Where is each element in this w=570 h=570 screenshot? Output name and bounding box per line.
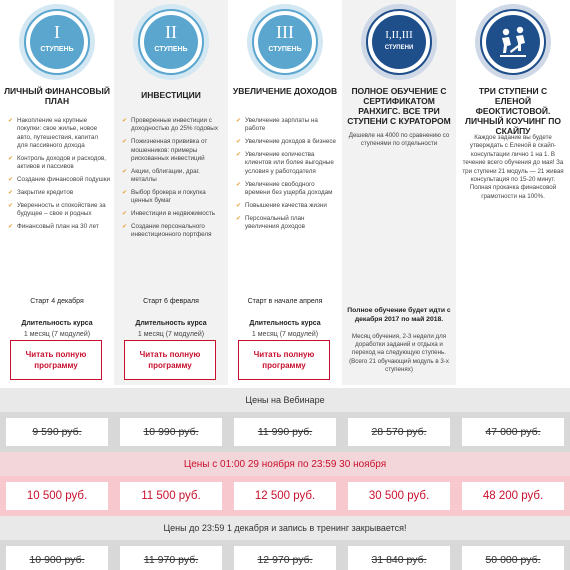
feature-list xyxy=(122,117,224,244)
feature-item: ✔ Создание персонального инвестиционного портфеля xyxy=(122,223,224,240)
step-badge-3 xyxy=(247,4,323,80)
read-program-button[interactable]: Читать полную программу xyxy=(124,340,216,380)
feature-list xyxy=(8,117,110,236)
current-price: 11 500 руб. xyxy=(120,482,222,510)
start-date: Старт 4 декабря xyxy=(30,298,84,305)
duration-label: Длительность курса xyxy=(135,320,207,327)
badge-numeral: III xyxy=(276,22,294,42)
feature-item: ✔ Персональный план увеличения доходов xyxy=(236,215,338,232)
old-price: 11 990 руб. xyxy=(234,418,336,446)
start-date: Старт 6 февраля xyxy=(143,298,199,305)
badge-step-label: СТУПЕНЬ xyxy=(154,46,188,53)
current-price: 10 500 руб. xyxy=(6,482,108,510)
future-price: 31 840 руб. xyxy=(348,546,450,570)
promo-prices-row xyxy=(0,476,570,516)
closing-prices-row xyxy=(0,540,570,570)
plan-column-2 xyxy=(114,0,228,385)
duration-label: Длительность курса xyxy=(249,320,321,327)
old-price: 28 570 руб. xyxy=(348,418,450,446)
feature-item: ✔ Накопление на крупные покупки: свое жилье, новое авто, путешествия, капитал для пассивного дохода xyxy=(8,117,110,151)
feature-item: ✔ Проверенные инвестиции с доходностью до 25% годовых xyxy=(122,117,224,134)
steps-badge-all xyxy=(361,4,437,80)
feature-item: ✔ Акции, облигации, драг. металлы xyxy=(122,168,224,185)
current-price: 12 500 руб. xyxy=(234,482,336,510)
old-price: 10 990 руб. xyxy=(120,418,222,446)
plan-note: Месяц обучения, 2-3 недели для доработки заданий и отдыха и переход на следующую ступень. (Всего 21 обучающий модуль в 3-х ступенях) xyxy=(349,333,449,373)
duration-value: 1 месяц (7 модулей) xyxy=(251,331,319,338)
feature-list xyxy=(236,117,338,236)
plan-title: ТРИ СТУПЕНИ С ЕЛЕНОЙ ФЕОКТИСТОВОЙ. ЛИЧНЫЙ КОУЧИНГ ПО СКАЙПУ xyxy=(465,86,561,136)
feature-item: ✔ Создание финансовой подушки xyxy=(8,176,110,184)
badge-step-label: СТУПЕНИ xyxy=(384,45,414,51)
plan-title: ИНВЕСТИЦИИ xyxy=(141,90,201,100)
feature-item: ✔ Увеличение зарплаты на работе xyxy=(236,117,338,134)
badge-numeral: II xyxy=(165,22,177,42)
old-price: 9 590 руб. xyxy=(6,418,108,446)
closing-prices-heading: Цены до 23:59 1 декабря и запись в тренинг закрывается! xyxy=(0,516,570,540)
plan-title: ЛИЧНЫЙ ФИНАНСОВЫЙ ПЛАН xyxy=(4,86,110,106)
step-badge-1 xyxy=(19,4,95,80)
plan-column-5 xyxy=(456,0,570,385)
step-badge-2 xyxy=(133,4,209,80)
read-program-button[interactable]: Читать полную программу xyxy=(238,340,330,380)
promo-prices-heading: Цены с 01:00 29 ноября по 23:59 30 ноября xyxy=(0,452,570,476)
feature-item: ✔ Увеличение количества клиентов или более выгодные условия у работодателя xyxy=(236,151,338,176)
feature-item: ✔ Повышение качества жизни xyxy=(236,202,338,210)
plan-column-1 xyxy=(0,0,114,385)
webinar-prices-row xyxy=(0,412,570,452)
current-price: 30 500 руб. xyxy=(348,482,450,510)
feature-item: ✔ Финансовый план на 30 лет xyxy=(8,223,110,231)
coaching-badge xyxy=(475,4,551,80)
feature-item: ✔ Увеличение доходов в бизнесе xyxy=(236,138,338,146)
future-price: 12 970 руб. xyxy=(234,546,336,570)
badge-step-label: СТУПЕНЬ xyxy=(268,46,302,53)
read-program-button[interactable]: Читать полную программу xyxy=(10,340,102,380)
feature-item: ✔ Увеличение свободного времени без ущерба доходам xyxy=(236,181,338,198)
coaching-people-icon xyxy=(496,23,530,61)
plan-description: Дешевле на 4000 по сравнению со ступенями по отдельности xyxy=(348,132,450,148)
plan-title: УВЕЛИЧЕНИЕ ДОХОДОВ xyxy=(232,86,338,96)
price-table xyxy=(0,388,570,570)
plan-title: ПОЛНОЕ ОБУЧЕНИЕ С СЕРТИФИКАТОМ РАНХИГС. ВСЕ ТРИ СТУПЕНИ С КУРАТОРОМ xyxy=(347,86,451,126)
feature-item: ✔ Контроль доходов и расходов, активов и пассивов xyxy=(8,155,110,172)
old-price: 47 000 руб. xyxy=(462,418,564,446)
plan-note-bold: Полное обучение будет идти с декабря 2017 по май 2018. xyxy=(347,307,451,323)
duration-value: 1 месяц (7 модулей) xyxy=(137,331,205,338)
feature-item: ✔ Инвестиции в недвижимость xyxy=(122,210,224,218)
plan-column-3 xyxy=(228,0,342,385)
feature-item: ✔ Уверенность и спокойствие за будущее – свое и родных xyxy=(8,202,110,219)
future-price: 50 000 руб. xyxy=(462,546,564,570)
badge-step-label: СТУПЕНЬ xyxy=(40,46,74,53)
current-price: 48 200 руб. xyxy=(462,482,564,510)
plan-column-4 xyxy=(342,0,456,385)
future-price: 11 970 руб. xyxy=(120,546,222,570)
feature-item: ✔ Закрытие кредитов xyxy=(8,189,110,197)
duration-label: Длительность курса xyxy=(21,320,93,327)
feature-item: ✔ Пожизненная прививка от мошенников: примеры рискованных инвестиций xyxy=(122,138,224,163)
webinar-prices-heading: Цены на Вебинаре xyxy=(0,388,570,412)
badge-numeral: I,II,III xyxy=(385,29,413,41)
duration-value: 1 месяц (7 модулей) xyxy=(23,331,91,338)
badge-numeral: I xyxy=(54,22,60,42)
future-price: 10 900 руб. xyxy=(6,546,108,570)
plan-description: Каждое задание вы будете утверждать с Еленой в скайп-консультации лично 1 на 1. В течение всего обучения до мая! За три ступени 21 модуль — 21 живая консультация по 15-20 минут. Полная прокачка финансовой грамотности на 100%. xyxy=(462,134,564,200)
feature-item: ✔ Выбор брокера и покупка ценных бумаг xyxy=(122,189,224,206)
start-date: Старт в начале апреля xyxy=(247,298,323,305)
